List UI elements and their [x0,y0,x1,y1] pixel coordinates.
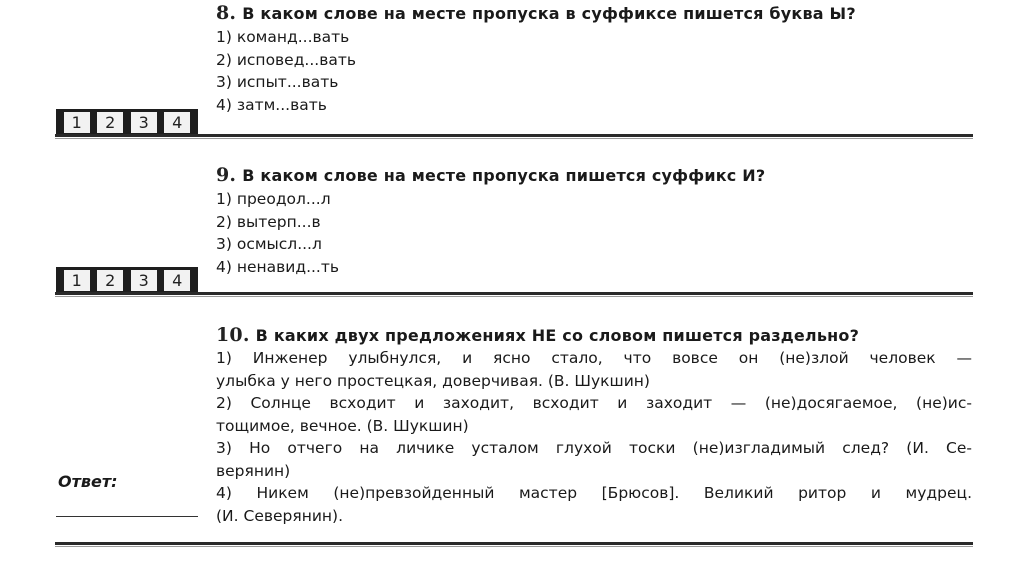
question-9-answer-box [56,267,198,293]
question-8-text: В каком слове на месте пропуска в суффиксе пишется буква Ы? [242,4,856,23]
question-9-answer-cell-3[interactable]: 3 [131,270,157,291]
question-10-option-4-line-1 [216,482,972,505]
question-8-answer-box [56,109,198,135]
question-8-number: 8. [216,2,237,24]
question-10-option-2-line-2: тощимое, вечное. (В. Шукшин) [216,416,469,435]
question-10-option-1-line-1-text: 1) Инженер улыбнулся, и ясно стало, что вовсе он (не)злой человек — [216,349,972,367]
question-10 [216,324,972,527]
question-9-option-1: 1) преодол...л [216,190,331,208]
question-8-option-1: 1) команд...вать [216,28,350,46]
question-10-option-1-line-2: улыбка у него простецкая, доверчивая. (В. Шукшин) [216,371,650,390]
question-10-option-4-line-2: (И. Северянин). [216,506,344,525]
question-10-option-3-line-1-text: 3) Но отчего на личике усталом глухой тоски (не)изгладимый след? (И. Се- [216,439,972,457]
question-10-option-2-line-1-text: 2) Солнце всходит и заходит, всходит и заходит — (не)досягаемое, (не)ис- [216,394,972,412]
question-10-option-3-line-2: верянин) [216,461,291,480]
section-divider-3 [55,542,973,545]
question-9-answer-cell-4[interactable]: 4 [164,270,190,291]
question-9-text: В каком слове на месте пропуска пишется суффикс И? [242,166,766,185]
question-8-answer-cell-1[interactable]: 1 [64,112,90,133]
question-9 [216,164,972,278]
question-10-option-1-line-1 [216,347,972,370]
question-9-option-2: 2) вытерп...в [216,212,321,231]
question-8-answer-cell-2[interactable]: 2 [97,112,123,133]
question-9-answer-cell-2[interactable]: 2 [97,270,123,291]
answer-input-line[interactable] [56,516,198,517]
section-divider-2 [55,292,973,295]
question-9-option-3: 3) осмысл...л [216,235,322,253]
answer-label: Ответ: [58,472,118,491]
question-8 [216,2,972,116]
question-10-option-4-line-1-text: 4) Никем (не)превзойденный мастер [Брюсов]. Великий ритор и мудрец. [216,484,972,502]
question-8-title [216,2,972,24]
question-8-answer-cell-4[interactable]: 4 [164,112,190,133]
question-9-option-4: 4) ненавид...ть [216,257,340,276]
question-10-text: В каких двух предложениях НЕ со словом пишется раздельно? [255,326,860,345]
section-divider-1 [55,134,973,137]
question-10-option-3-line-1 [216,437,972,460]
question-8-answer-cell-3[interactable]: 3 [131,112,157,133]
question-8-option-2: 2) исповед...вать [216,50,357,69]
question-8-option-4: 4) затм...вать [216,95,327,114]
question-9-answer-cell-1[interactable]: 1 [64,270,90,291]
question-8-option-3: 3) испыт...вать [216,73,339,91]
question-10-number: 10. [216,324,250,346]
question-9-title [216,164,972,186]
question-9-number: 9. [216,164,237,186]
question-10-option-2-line-1 [216,392,972,415]
question-10-title [216,324,972,346]
